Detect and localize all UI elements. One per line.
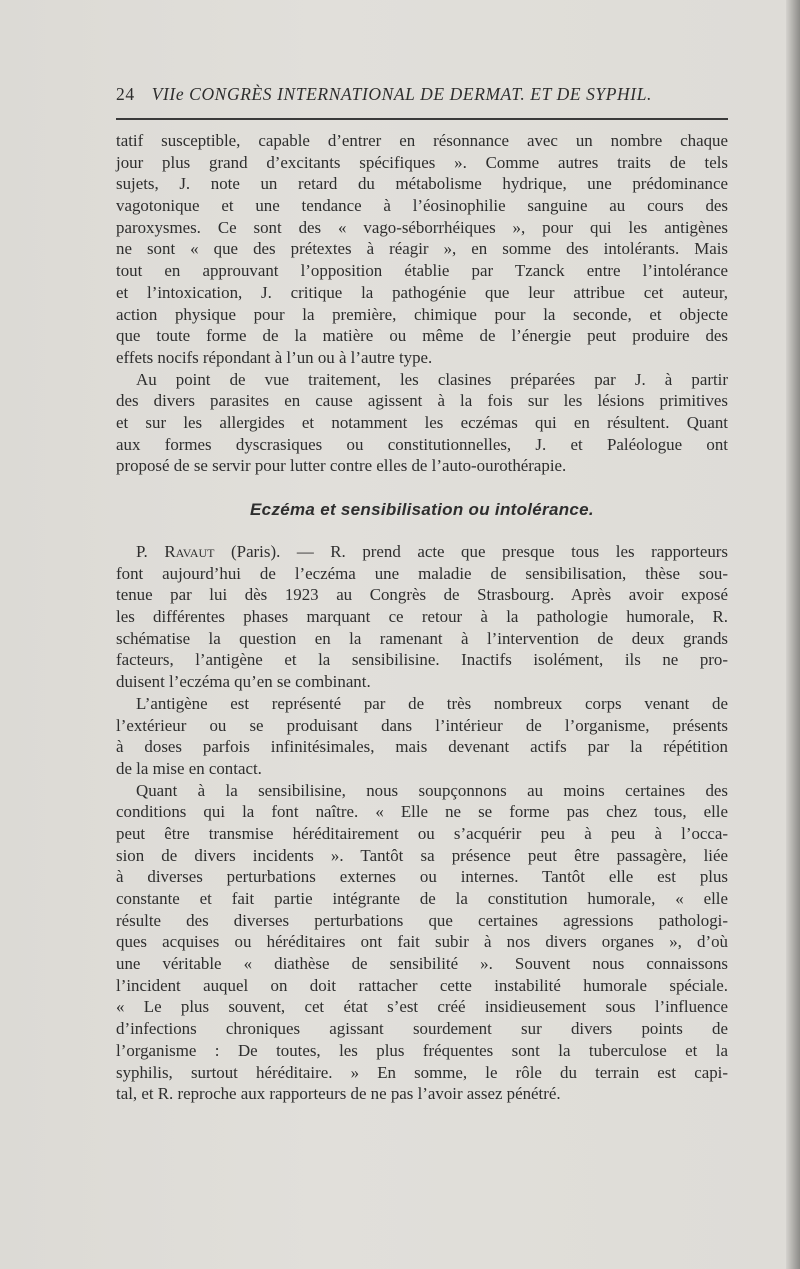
- text-line: tatif susceptible, capable d’entrer en résonnance avec un nombre chaque: [116, 131, 728, 150]
- text-line: et l’intoxication, J. critique la pathogénie que leur attribue cet auteur,: [116, 282, 728, 302]
- author-intro-rest: (Paris). — R. prend acte que presque tous les rapporteurs: [231, 542, 729, 561]
- page-number: 24: [116, 84, 135, 104]
- text-line: les différentes phases marquant ce retour à la pathologie humorale, R.: [116, 607, 728, 627]
- text-line: tenue par lui dès 1923 au Congrès de Strasbourg. Après avoir exposé: [116, 585, 728, 605]
- text-line: d’infections chroniques agissant sourdement sur divers points de: [116, 1019, 728, 1039]
- text-line: jour plus grand d’excitants spécifiques ». Comme autres traits de tels: [116, 152, 728, 172]
- author-surname: Ravaut: [164, 542, 215, 561]
- section-title: Eczéma et sensibilisation ou intolérance.: [250, 500, 594, 519]
- text-line: de la mise en contact.: [116, 758, 262, 778]
- text-line: duisent l’eczéma qu’en se combinant.: [116, 672, 371, 692]
- running-title: VIIe CONGRÈS INTERNATIONAL DE DERMAT. ET DE SYPHIL.: [151, 84, 653, 104]
- text-line: à doses parfois infinitésimales, mais devenant actifs par la répétition: [116, 737, 728, 757]
- author-intro-line: [116, 541, 728, 563]
- text-line: conditions qui la font naître. « Elle ne se forme pas chez tous, elle: [116, 802, 728, 822]
- text-line: Au point de vue traitement, les clasines préparées par J. à partir: [136, 369, 728, 389]
- text-line: effets nocifs répondant à l’un ou à l’autre type.: [116, 347, 433, 367]
- author-initial: P.: [136, 542, 148, 561]
- text-line: des divers parasites en cause agissent à la fois sur les lésions primitives: [116, 391, 728, 411]
- text-line: sujets, J. note un retard du métabolisme hydrique, une prédominance: [116, 174, 728, 194]
- text-line: et sur les allergides et notamment les eczémas qui en résultent. Quant: [116, 412, 728, 432]
- text-line: action physique pour la première, chimique pour la seconde, et objecte: [116, 304, 728, 324]
- text-line: l’organisme : De toutes, les plus fréquentes sont la tuberculose et la: [116, 1040, 728, 1060]
- text-line: L’antigène est représenté par de très nombreux corps venant de: [136, 693, 728, 713]
- text-line: ne sont « que des prétextes à réagir », en somme des intolérants. Mais: [116, 239, 728, 259]
- running-header: [116, 84, 726, 105]
- text-line: Quant à la sensibilisine, nous soupçonnons au moins certaines des: [136, 780, 728, 800]
- text-line: « Le plus souvent, cet état s’est créé insidieusement sous l’influence: [116, 997, 728, 1017]
- text-line: facteurs, l’antigène et la sensibilisine. Inactifs isolément, ils ne pro-: [116, 650, 728, 670]
- text-line: constante et fait partie intégrante de la constitution humorale, « elle: [116, 889, 728, 908]
- body-text-block-2: [116, 541, 728, 1105]
- header-rule: [116, 118, 728, 120]
- body-text-block-1: [116, 130, 728, 477]
- text-line: une véritable « diathèse de sensibilité ». Souvent nous connaissons: [116, 954, 728, 974]
- text-line: syphilis, surtout héréditaire. » En somme, le rôle du terrain est capi-: [116, 1062, 728, 1082]
- text-line: peut être transmise héréditairement ou s’acquérir peu à peu à l’occa-: [116, 823, 728, 843]
- text-line: résulte des diverses perturbations que certaines agressions pathologi-: [116, 910, 728, 930]
- text-line: sion de divers incidents ». Tantôt sa présence peut être passagère, liée: [116, 845, 728, 865]
- text-line: tout en approuvant l’opposition établie par Tzanck entre l’intolérance: [116, 261, 728, 281]
- text-line: à diverses perturbations externes ou internes. Tantôt elle est plus: [116, 867, 728, 887]
- text-line: schématise la question en la ramenant à l’intervention de deux grands: [116, 628, 728, 648]
- page-edge-shadow: [786, 0, 800, 1269]
- text-line: que toute forme de la matière ou même de l’énergie peut produire des: [116, 326, 728, 346]
- text-line: vagotonique et une tendance à l’éosinophilie sanguine au cours des: [116, 196, 728, 216]
- text-line: paroxysmes. Ce sont des « vago-séborrhéiques », pour qui les antigènes: [116, 217, 728, 237]
- text-line: aux formes dyscrasiques ou constitutionnelles, J. et Paléologue ont: [116, 434, 728, 454]
- text-line: proposé de se servir pour lutter contre elles de l’auto-ourothérapie.: [116, 456, 567, 476]
- text-line: ques acquises ou héréditaires ont fait subir à nos divers organes », d’où: [116, 932, 728, 952]
- text-line: l’extérieur ou se produisant dans l’intérieur de l’organisme, présents: [116, 715, 728, 735]
- text-line: tal, et R. reproche aux rapporteurs de ne pas l’avoir assez pénétré.: [116, 1084, 561, 1104]
- text-line: l’incident auquel on doit rattacher cette instabilité humorale spéciale.: [116, 975, 728, 995]
- text-line: font aujourd’hui de l’eczéma une maladie de sensibilisation, thèse sou-: [116, 563, 728, 583]
